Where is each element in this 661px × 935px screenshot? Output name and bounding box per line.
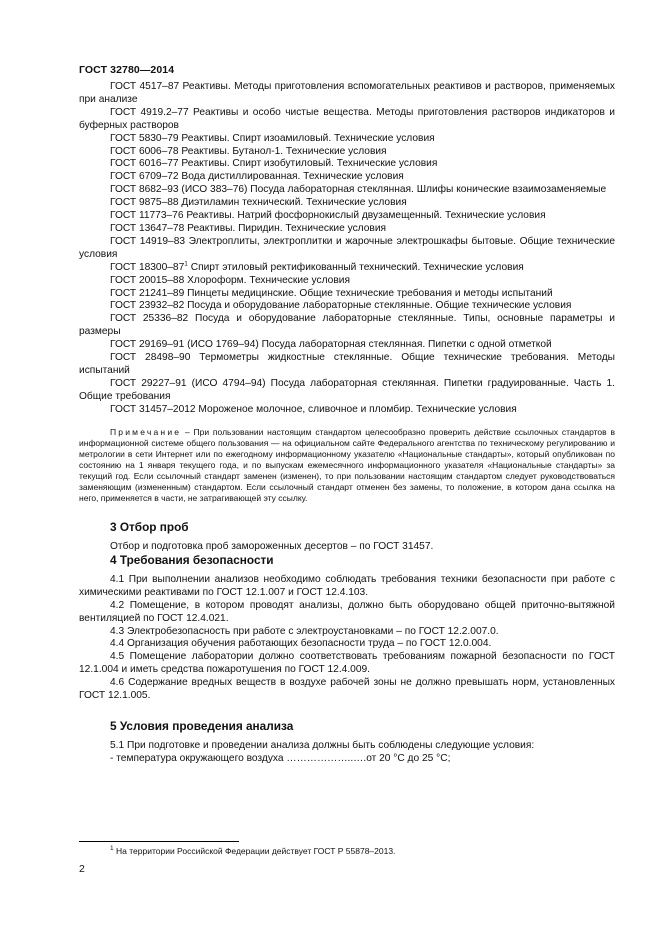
note-text: – При пользовании настоящим стандартом целесообразно проверить действие ссылочных стандартов в информационной системе общего пользования — на официальном сайте Федерального агентства по техническому регулированию и метрологии в сети Интернет или по ежегодному информационному указателю «Национальные стандарты», который опубликован по состоянию на 1 января текущего года, и по выпускам ежемесячного информационного указателя «Национальные стандарты» за текущий год. Если ссылочный стандарт заменен (изменен), то при пользовании настоящим стандартом следует руководствоваться заменяющим (измененным) стандартом. Если ссылочный стандарт отменен без замены, то положение, в котором дана ссылка на него, применяется в части, не затрагивающей эту ссылку. [79, 426, 615, 504]
reference-item: ГОСТ 28498–90 Термометры жидкостные стеклянные. Общие технические требования. Методы испытаний [79, 352, 615, 376]
section-4-title: 4 Требования безопасности [110, 553, 274, 568]
reference-item: ГОСТ 14919–83 Электроплиты, электроплитки и жарочные электрошкафы бытовые. Общие технические условия [79, 235, 615, 260]
footnote-divider [79, 841, 239, 842]
reference-item: ГОСТ 6016–77 Реактивы. Спирт изобутиловый. Технические условия [110, 158, 438, 170]
reference-item: ГОСТ 9875–88 Диэтиламин технический. Технические условия [110, 197, 407, 209]
reference-item: ГОСТ 6709–72 Вода дистиллированная. Технические условия [110, 171, 404, 183]
reference-item: ГОСТ 5830–79 Реактивы. Спирт изоамиловый. Технические условия [110, 132, 435, 144]
reference-item: ГОСТ 8682–93 (ИСО 383–76) Посуда лабораторная стеклянная. Шлифы конические взаимозаменяемые [110, 184, 607, 196]
normative-references-list [79, 81, 615, 417]
section-4-item: 4.3 Электробезопасность при работе с электроустановками – по ГОСТ 12.2.007.0. [110, 625, 499, 637]
footnote-text: На территории Российской Федерации действует ГОСТ Р 55878–2013. [113, 846, 396, 856]
section-4-item: 4.5 Помещение лаборатории должно соответствовать требованиям пожарной безопасности по ГОСТ 12.1.004 и иметь средства пожаротушения по ГОСТ 12.4.009. [79, 651, 615, 676]
footnote [110, 846, 395, 856]
section-5-body [79, 740, 615, 766]
section-3-text: Отбор и подготовка проб замороженных десертов – по ГОСТ 31457. [110, 541, 434, 553]
reference-code: ГОСТ 18300–87 [110, 261, 185, 273]
page-number: 2 [79, 863, 85, 875]
section-4-items [79, 574, 615, 703]
reference-item: ГОСТ 4517–87 Реактивы. Методы приготовления вспомогательных реактивов и растворов, применяемых при анализе [79, 81, 615, 105]
document-body [79, 81, 615, 766]
reference-item: ГОСТ 29169–91 (ИСО 1769–94) Посуда лабораторная стеклянная. Пипетки с одной отметкой [110, 339, 552, 351]
section-3-title: 3 Отбор проб [110, 520, 189, 535]
footnote-marker: 1 [184, 260, 188, 268]
reference-item: ГОСТ 31457–2012 Мороженое молочное, сливочное и пломбир. Технические условия [110, 403, 517, 415]
section-5-intro: 5.1 При подготовке и проведении анализа должны быть соблюдены следующие условия: [110, 739, 535, 751]
section-4-item: 4.4 Организация обучения работающих безопасности труда – по ГОСТ 12.0.004. [110, 638, 492, 650]
reference-item-ethanol [79, 262, 615, 275]
document-header: ГОСТ 32780—2014 [79, 64, 175, 76]
reference-item: ГОСТ 21241–89 Пинцеты медицинские. Общие технические требования и методы испытаний [110, 287, 553, 299]
section-5-title: 5 Условия проведения анализа [110, 719, 294, 733]
section-4-item: 4.1 При выполнении анализов необходимо соблюдать требования техники безопасности при работе с химическими реактивами по ГОСТ 12.1.007 и ГОСТ 12.4.103. [79, 573, 615, 598]
note-block [79, 427, 615, 505]
reference-item: ГОСТ 13647–78 Реактивы. Пиридин. Технические условия [110, 222, 387, 234]
reference-item: ГОСТ 29227–91 (ИСО 4794–94) Посуда лабораторная стеклянная. Пипетки градуированные. Часть 1. Общие требования [79, 377, 615, 402]
reference-item: ГОСТ 6006–78 Реактивы. Бутанол-1. Технические условия [110, 145, 387, 157]
reference-item: ГОСТ 20015–88 Хлороформ. Технические условия [110, 274, 350, 286]
section-4-item: 4.2 Помещение, в котором проводят анализы, должно быть оборудовано общей приточно-вытяжной вентиляцией по ГОСТ 12.4.021. [79, 599, 615, 624]
footnote-number: 1 [110, 845, 114, 853]
reference-item: ГОСТ 11773–76 Реактивы. Натрий фосфорнокислый двузамещенный. Технические условия [110, 210, 546, 222]
section-4-item: 4.6 Содержание вредных веществ в воздухе рабочей зоны не должно превышать норм, установленных ГОСТ 12.1.005. [79, 677, 615, 702]
section-5-condition: - температура окружающего воздуха ………………..….от 20 °С до 25 °С; [110, 752, 451, 764]
reference-item: ГОСТ 4919.2–77 Реактивы и особо чистые вещества. Методы приготовления растворов индикаторов и буферных растворов [79, 106, 615, 131]
reference-title: Спирт этиловый ректификованный технический. Технические условия [187, 261, 524, 273]
note-label: Примечание [110, 426, 182, 437]
reference-item: ГОСТ 23932–82 Посуда и оборудование лабораторные стеклянные. Общие технические условия [110, 300, 572, 312]
reference-item: ГОСТ 25336–82 Посуда и оборудование лабораторные стеклянные. Типы, основные параметры и размеры [79, 313, 615, 338]
